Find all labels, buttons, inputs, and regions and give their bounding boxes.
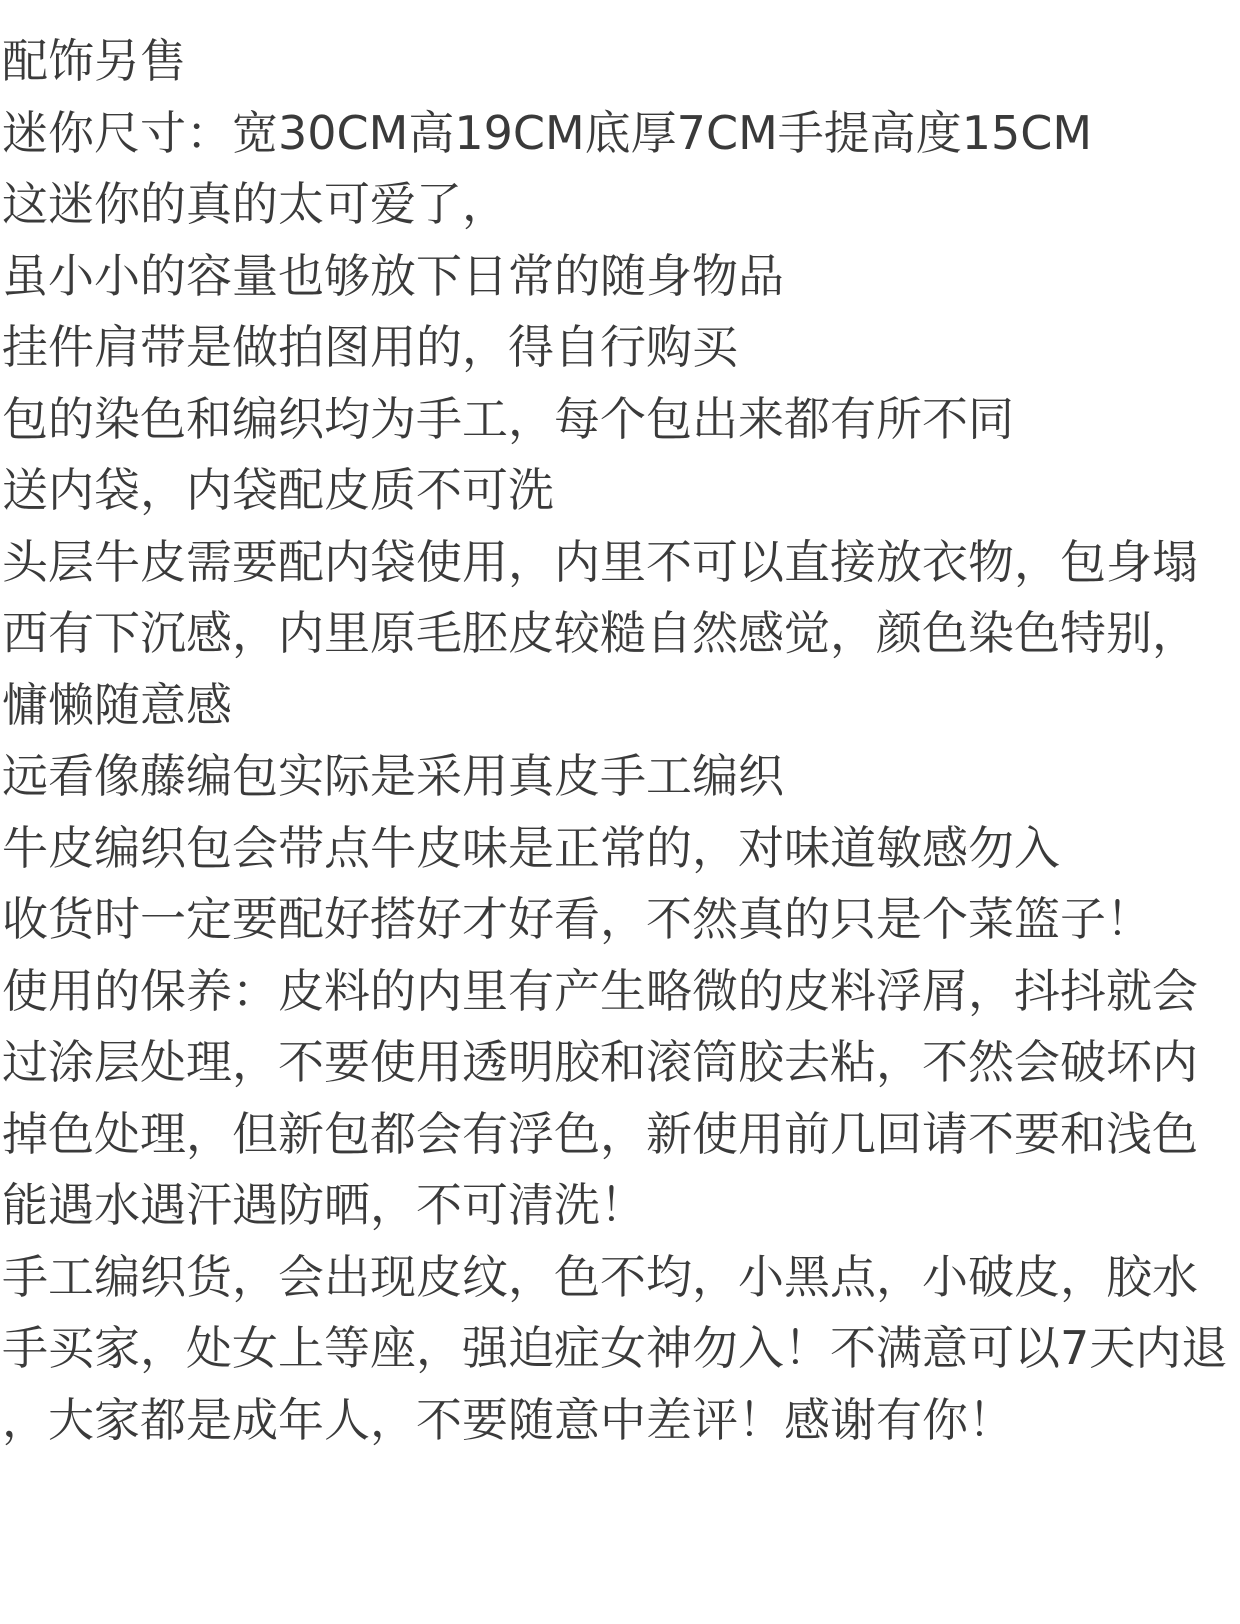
text-line-care: 使用的保养：皮料的内里有产生略微的皮料浮屑，抖抖就会 xyxy=(2,963,1198,1018)
text-line-accessories: 配饰另售 xyxy=(2,34,186,88)
text-line-woven-leather: 远看像藤编包实际是采用真皮手工编织 xyxy=(2,749,784,803)
text-line-strap-note: 挂件肩带是做拍图用的，得自行购买 xyxy=(2,320,738,374)
text-line-mini-size: 迷你尺寸：宽30CM高19CM底厚7CM手提高度15CM xyxy=(2,105,1093,160)
text-line-defects: 手工编织货，会出现皮纹，色不均，小黑点，小破皮，胶水 xyxy=(2,1249,1198,1304)
text-line-no-wash: 能遇水遇汗遇防晒，不可清洗！ xyxy=(2,1178,646,1232)
text-line-cute: 这迷你的真的太可爱了， xyxy=(2,177,508,231)
text-line-coating: 过涂层处理，不要使用透明胶和滚筒胶去粘，不然会破坏内 xyxy=(2,1035,1198,1089)
text-line-return-policy: 手买家，处女上等座，强迫症女神勿入！不满意可以7天内退 xyxy=(2,1321,1228,1375)
text-line-color-fade: 掉色处理，但新包都会有浮色，新使用前几回请不要和浅色 xyxy=(2,1106,1198,1161)
text-line-leather-use: 头层牛皮需要配内袋使用，内里不可以直接放衣物，包身塌 xyxy=(2,534,1198,589)
text-line-styling: 收货时一定要配好搭好才好看，不然真的只是个菜篮子！ xyxy=(2,892,1152,946)
product-description xyxy=(0,26,1240,1456)
text-line-capacity: 虽小小的容量也够放下日常的随身物品 xyxy=(2,248,784,303)
text-line-inner-bag: 送内袋，内袋配皮质不可洗 xyxy=(2,463,554,517)
text-line-thanks: ，大家都是成年人，不要随意中差评！感谢有你！ xyxy=(2,1392,1014,1447)
text-line-texture: 西有下沉感，内里原毛胚皮较糙自然感觉，颜色染色特别， xyxy=(2,606,1198,660)
text-line-leather-smell: 牛皮编织包会带点牛皮味是正常的，对味道敏感勿入 xyxy=(2,820,1060,875)
text-line-handmade: 包的染色和编织均为手工，每个包出来都有所不同 xyxy=(2,391,1014,446)
text-line-casual: 慵懒随意感 xyxy=(2,677,232,732)
